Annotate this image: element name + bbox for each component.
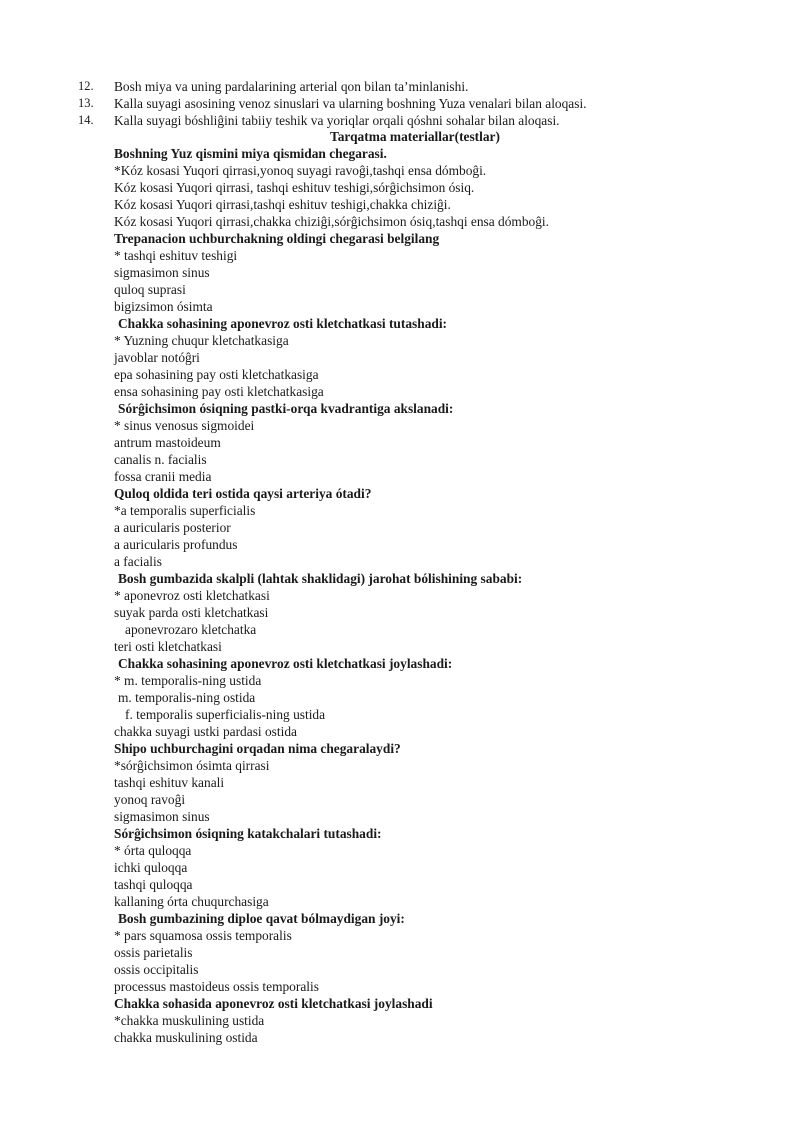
- answer-option: antrum mastoideum: [114, 435, 221, 450]
- answer-option: * aponevroz osti kletchatkasi: [114, 588, 270, 603]
- answer-option: ossis parietalis: [114, 945, 193, 960]
- answer-option: a facialis: [114, 554, 162, 569]
- answer-option: sigmasimon sinus: [114, 265, 210, 280]
- item-number: 12.: [78, 79, 94, 93]
- answer-option: tashqi quloqqa: [114, 877, 193, 892]
- item-text: Kalla suyagi bóshliĝini tabiiy teshik va yoriqlar orqali qóshni sohalar bilan aloqasi.: [114, 113, 560, 128]
- answer-option: tashqi eshituv kanali: [114, 775, 225, 790]
- numbered-item: [0, 95, 800, 112]
- question-text: Bosh gumbazida skalpli (lahtak shaklidagi) jarohat bólishining sababi:: [118, 571, 523, 586]
- answer-option: * órta quloqqa: [114, 843, 192, 858]
- answer-option: aponevrozaro kletchatka: [125, 622, 257, 637]
- answer-option: ensa sohasining pay osti kletchatkasiga: [114, 384, 324, 399]
- question-text: Chakka sohasining aponevroz osti kletchatkasi tutashadi:: [118, 316, 448, 331]
- answer-option: *chakka muskulining ustida: [114, 1013, 265, 1028]
- answer-option: ossis occipitalis: [114, 962, 199, 977]
- answer-option: fossa cranii media: [114, 469, 212, 484]
- answer-option: chakka muskulining ostida: [114, 1030, 258, 1045]
- numbered-list: [0, 78, 800, 129]
- item-text: Bosh miya va uning pardalarining arterial qon bilan ta’minlanishi.: [114, 79, 469, 94]
- question-text: Quloq oldida teri ostida qaysi arteriya ótadi?: [114, 486, 372, 501]
- answer-option: m. temporalis-ning ostida: [118, 690, 256, 705]
- question-text: Chakka sohasining aponevroz osti kletchatkasi joylashadi:: [118, 656, 453, 671]
- section-heading: Tarqatma materiallar(testlar): [330, 129, 500, 144]
- numbered-item: [0, 112, 800, 129]
- answer-option: Kóz kosasi Yuqori qirrasi,chakka chiziĝi,sórĝichsimon ósiq,tashqi ensa dómboĝi.: [114, 214, 549, 229]
- answer-option: sigmasimon sinus: [114, 809, 210, 824]
- question-text: Chakka sohasida aponevroz osti kletchatkasi joylashadi: [114, 996, 433, 1011]
- answer-option: kallaning órta chuqurchasiga: [114, 894, 269, 909]
- answer-option: * Yuzning chuqur kletchatkasiga: [114, 333, 289, 348]
- answer-option: Kóz kosasi Yuqori qirrasi,tashqi eshituv teshigi,chakka chiziĝi.: [114, 197, 451, 212]
- answer-option: canalis n. facialis: [114, 452, 207, 467]
- answer-option: chakka suyagi ustki pardasi ostida: [114, 724, 297, 739]
- numbered-item: [0, 78, 800, 95]
- answer-option: *sórĝichsimon ósimta qirrasi: [114, 758, 270, 773]
- answer-option: * m. temporalis-ning ustida: [114, 673, 262, 688]
- answer-option: a auricularis profundus: [114, 537, 238, 552]
- answer-option: ichki quloqqa: [114, 860, 188, 875]
- answer-option: *Kóz kosasi Yuqori qirrasi,yonoq suyagi ravoĝi,tashqi ensa dómboĝi.: [114, 163, 487, 178]
- answer-option: bigizsimon ósimta: [114, 299, 213, 314]
- answer-option: javoblar notóĝri: [114, 350, 200, 365]
- answer-option: *a temporalis superficialis: [114, 503, 256, 518]
- question-text: Boshning Yuz qismini miya qismidan chegarasi.: [114, 146, 387, 161]
- question-text: Trepanacion uchburchakning oldingi chegarasi belgilang: [114, 231, 440, 246]
- question-text: Sórĝichsimon ósiqning katakchalari tutashadi:: [114, 826, 382, 841]
- answer-option: processus mastoideus ossis temporalis: [114, 979, 319, 994]
- answer-option: teri osti kletchatkasi: [114, 639, 222, 654]
- item-number: 13.: [78, 96, 94, 110]
- answer-option: yonoq ravoĝi: [114, 792, 186, 807]
- answer-option: a auricularis posterior: [114, 520, 231, 535]
- item-text: Kalla suyagi asosining venoz sinuslari va ularning boshning Yuza venalari bilan aloqasi.: [114, 96, 587, 111]
- question-text: Bosh gumbazining diploe qavat bólmaydigan joyi:: [118, 911, 405, 926]
- answer-option: * tashqi eshituv teshigi: [114, 248, 238, 263]
- question-text: Sórĝichsimon ósiqning pastki-orqa kvadrantiga akslanadi:: [118, 401, 454, 416]
- answer-option: f. temporalis superficialis-ning ustida: [125, 707, 326, 722]
- answer-option: suyak parda osti kletchatkasi: [114, 605, 269, 620]
- answer-option: quloq suprasi: [114, 282, 186, 297]
- question-text: Shipo uchburchagini orqadan nima chegaralaydi?: [114, 741, 401, 756]
- quiz-list: [114, 145, 774, 1046]
- item-number: 14.: [78, 113, 94, 127]
- answer-option: epa sohasining pay osti kletchatkasiga: [114, 367, 319, 382]
- answer-option: Kóz kosasi Yuqori qirrasi, tashqi eshituv teshigi,sórĝichsimon ósiq.: [114, 180, 475, 195]
- answer-option: * pars squamosa ossis temporalis: [114, 928, 292, 943]
- answer-option: * sinus venosus sigmoidei: [114, 418, 255, 433]
